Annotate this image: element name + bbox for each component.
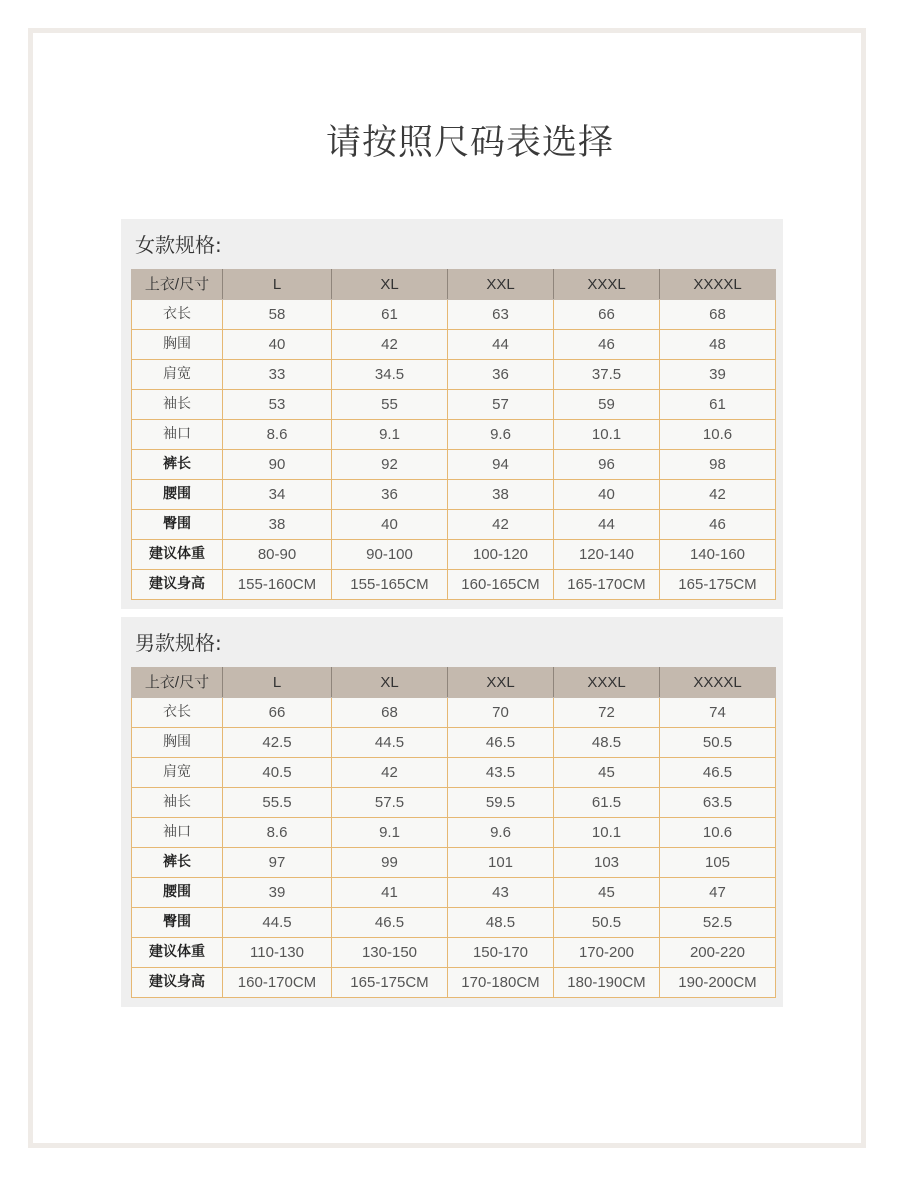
table-cell: 46.5 [660, 758, 776, 788]
row-label: 衣长 [132, 300, 223, 330]
row-label: 建议身高 [132, 968, 223, 998]
table-cell: 46 [554, 330, 660, 360]
table-cell: 36 [332, 480, 448, 510]
table-row [132, 908, 776, 938]
row-label: 裤长 [132, 848, 223, 878]
men-section-title: 男款规格: [135, 631, 222, 655]
table-cell: 39 [660, 360, 776, 390]
table-cell: 44 [554, 510, 660, 540]
table-cell: 39 [223, 878, 332, 908]
table-cell: 33 [223, 360, 332, 390]
table-row [132, 300, 776, 330]
row-label: 袖口 [132, 818, 223, 848]
table-cell: 61 [332, 300, 448, 330]
row-label: 建议体重 [132, 540, 223, 570]
header-cell-size: XL [332, 668, 448, 698]
header-cell-size: XXL [448, 270, 554, 300]
table-cell: 66 [554, 300, 660, 330]
table-cell: 43 [448, 878, 554, 908]
table-cell: 8.6 [223, 420, 332, 450]
row-label: 建议身高 [132, 570, 223, 600]
table-cell: 9.6 [448, 420, 554, 450]
table-row [132, 330, 776, 360]
row-label: 腰围 [132, 878, 223, 908]
row-label: 袖长 [132, 390, 223, 420]
table-cell: 66 [223, 698, 332, 728]
table-cell: 44.5 [332, 728, 448, 758]
table-header-row [132, 668, 776, 698]
table-cell: 155-160CM [223, 570, 332, 600]
table-cell: 74 [660, 698, 776, 728]
table-cell: 44 [448, 330, 554, 360]
table-cell: 42.5 [223, 728, 332, 758]
table-cell: 9.1 [332, 818, 448, 848]
table-row [132, 698, 776, 728]
table-row [132, 728, 776, 758]
table-row [132, 390, 776, 420]
header-cell-size: XXXXL [660, 270, 776, 300]
table-cell: 103 [554, 848, 660, 878]
table-row [132, 818, 776, 848]
table-cell: 72 [554, 698, 660, 728]
table-cell: 48 [660, 330, 776, 360]
table-cell: 160-170CM [223, 968, 332, 998]
table-cell: 90-100 [332, 540, 448, 570]
table-cell: 55.5 [223, 788, 332, 818]
table-cell: 190-200CM [660, 968, 776, 998]
table-cell: 50.5 [554, 908, 660, 938]
table-cell: 43.5 [448, 758, 554, 788]
table-cell: 200-220 [660, 938, 776, 968]
table-cell: 61 [660, 390, 776, 420]
table-cell: 9.1 [332, 420, 448, 450]
table-cell: 92 [332, 450, 448, 480]
table-row [132, 968, 776, 998]
table-cell: 36 [448, 360, 554, 390]
row-label: 肩宽 [132, 360, 223, 390]
table-cell: 40 [223, 330, 332, 360]
table-cell: 50.5 [660, 728, 776, 758]
page-frame [28, 28, 866, 1148]
table-cell: 59 [554, 390, 660, 420]
row-label: 腰围 [132, 480, 223, 510]
header-cell-size: XXXL [554, 668, 660, 698]
table-cell: 46.5 [332, 908, 448, 938]
table-cell: 105 [660, 848, 776, 878]
row-label: 裤长 [132, 450, 223, 480]
row-label: 胸围 [132, 330, 223, 360]
table-cell: 165-170CM [554, 570, 660, 600]
table-row [132, 848, 776, 878]
header-cell-size: XXXXL [660, 668, 776, 698]
table-cell: 170-180CM [448, 968, 554, 998]
table-cell: 140-160 [660, 540, 776, 570]
row-label: 臀围 [132, 908, 223, 938]
header-cell-size: L [223, 270, 332, 300]
table-cell: 41 [332, 878, 448, 908]
table-cell: 10.1 [554, 818, 660, 848]
row-label: 臀围 [132, 510, 223, 540]
women-section-title: 女款规格: [135, 233, 222, 257]
men-size-panel [121, 617, 783, 1007]
row-label: 袖口 [132, 420, 223, 450]
table-row [132, 480, 776, 510]
table-cell: 42 [332, 758, 448, 788]
table-cell: 99 [332, 848, 448, 878]
table-cell: 37.5 [554, 360, 660, 390]
table-cell: 98 [660, 450, 776, 480]
women-size-panel [121, 219, 783, 609]
table-row [132, 788, 776, 818]
table-cell: 9.6 [448, 818, 554, 848]
table-row [132, 540, 776, 570]
table-row [132, 450, 776, 480]
table-cell: 42 [448, 510, 554, 540]
table-cell: 57 [448, 390, 554, 420]
table-cell: 97 [223, 848, 332, 878]
table-cell: 68 [660, 300, 776, 330]
table-cell: 53 [223, 390, 332, 420]
row-label: 胸围 [132, 728, 223, 758]
table-cell: 40 [554, 480, 660, 510]
table-cell: 170-200 [554, 938, 660, 968]
header-cell-size: XXXL [554, 270, 660, 300]
table-row [132, 758, 776, 788]
table-cell: 10.6 [660, 818, 776, 848]
table-cell: 165-175CM [660, 570, 776, 600]
table-cell: 130-150 [332, 938, 448, 968]
table-row [132, 420, 776, 450]
table-cell: 57.5 [332, 788, 448, 818]
header-cell-label: 上衣/尺寸 [132, 270, 223, 300]
table-cell: 101 [448, 848, 554, 878]
table-cell: 46 [660, 510, 776, 540]
table-cell: 42 [332, 330, 448, 360]
men-size-table [131, 667, 776, 998]
table-cell: 59.5 [448, 788, 554, 818]
table-cell: 40 [332, 510, 448, 540]
table-cell: 46.5 [448, 728, 554, 758]
table-cell: 150-170 [448, 938, 554, 968]
table-cell: 70 [448, 698, 554, 728]
table-cell: 180-190CM [554, 968, 660, 998]
table-row [132, 878, 776, 908]
table-cell: 120-140 [554, 540, 660, 570]
table-cell: 34 [223, 480, 332, 510]
row-label: 衣长 [132, 698, 223, 728]
women-size-table [131, 269, 776, 600]
table-row [132, 938, 776, 968]
table-cell: 38 [223, 510, 332, 540]
header-cell-size: XL [332, 270, 448, 300]
table-row [132, 510, 776, 540]
table-cell: 47 [660, 878, 776, 908]
row-label: 建议体重 [132, 938, 223, 968]
row-label: 袖长 [132, 788, 223, 818]
header-cell-label: 上衣/尺寸 [132, 668, 223, 698]
header-cell-size: XXL [448, 668, 554, 698]
table-cell: 44.5 [223, 908, 332, 938]
table-cell: 55 [332, 390, 448, 420]
table-cell: 48.5 [448, 908, 554, 938]
table-header-row [132, 270, 776, 300]
table-cell: 80-90 [223, 540, 332, 570]
table-cell: 34.5 [332, 360, 448, 390]
table-cell: 58 [223, 300, 332, 330]
table-cell: 45 [554, 758, 660, 788]
table-cell: 100-120 [448, 540, 554, 570]
table-cell: 8.6 [223, 818, 332, 848]
table-row [132, 360, 776, 390]
table-cell: 155-165CM [332, 570, 448, 600]
table-cell: 10.1 [554, 420, 660, 450]
table-row [132, 570, 776, 600]
header-cell-size: L [223, 668, 332, 698]
table-cell: 96 [554, 450, 660, 480]
table-cell: 52.5 [660, 908, 776, 938]
table-cell: 38 [448, 480, 554, 510]
table-cell: 68 [332, 698, 448, 728]
table-cell: 42 [660, 480, 776, 510]
table-cell: 63 [448, 300, 554, 330]
table-cell: 63.5 [660, 788, 776, 818]
table-cell: 165-175CM [332, 968, 448, 998]
table-cell: 110-130 [223, 938, 332, 968]
table-cell: 61.5 [554, 788, 660, 818]
table-cell: 160-165CM [448, 570, 554, 600]
table-cell: 40.5 [223, 758, 332, 788]
page-title: 请按照尺码表选择 [325, 123, 614, 163]
table-cell: 10.6 [660, 420, 776, 450]
table-cell: 90 [223, 450, 332, 480]
table-cell: 48.5 [554, 728, 660, 758]
table-cell: 94 [448, 450, 554, 480]
row-label: 肩宽 [132, 758, 223, 788]
table-cell: 45 [554, 878, 660, 908]
